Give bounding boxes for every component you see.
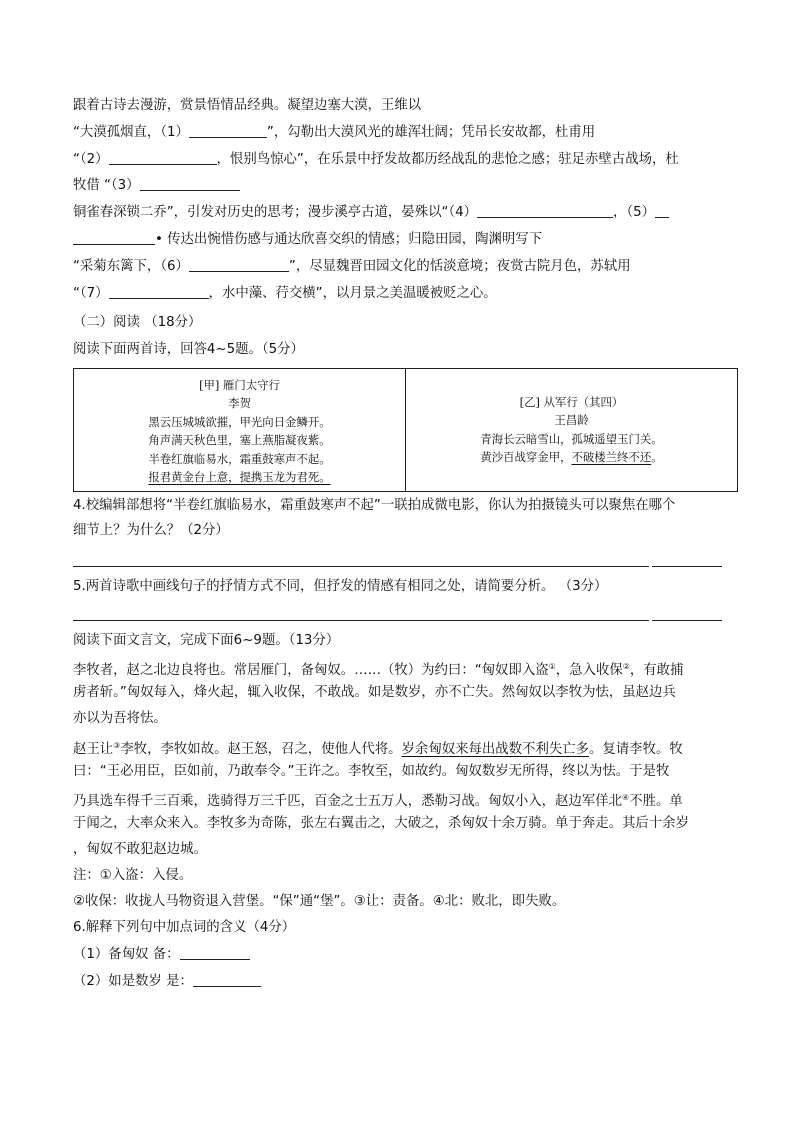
classical-line: 亦以为吾将怯。 bbox=[73, 711, 167, 726]
poem-a-title: [甲] 雁门太守行 bbox=[199, 378, 280, 392]
poem-a-line-underlined: 报君黄金台上意，提携玉龙为君死。 bbox=[148, 470, 331, 485]
poem-a-line: 黑云压城城欲摧，甲光向日金鳞开。 bbox=[148, 414, 331, 429]
blank-2[interactable] bbox=[109, 150, 217, 165]
classical-line: 于闻之，大率众来入。李牧多为奇陈，张左右翼击之，大破之，杀匈奴十余万骑。单于奔走。其后十余岁 bbox=[73, 816, 689, 831]
note-2: ②收保：收拢人马物资退入营堡。“保”通“堡”。③让：责备。④北：败北，即失败。 bbox=[73, 894, 566, 909]
question-6-item-2: （2）如是数岁 是： bbox=[73, 972, 261, 992]
question-6-item-1: （1）备匈奴 备： bbox=[73, 945, 250, 965]
poem-b bbox=[406, 393, 737, 467]
classical-line: 虏者斩。”匈奴每入，烽火起，辄入收保，不敢战。如是数岁，亦不亡失。然匈奴以李牧为怯，虽赵边兵 bbox=[73, 685, 676, 700]
fill-line-5: 铜雀春深锁二乔”，引发对历史的思考；漫步溪亭古道，晏殊以“（4） ，（5） bbox=[73, 203, 669, 223]
blank-1[interactable] bbox=[189, 123, 267, 138]
fill-line-2: “大漠孤烟直，（1） ”，勾勒出大漠风光的雄浑壮阔；凭吊长安故都，杜甫用 bbox=[73, 125, 596, 140]
blank-5-end[interactable] bbox=[73, 230, 155, 245]
note-1: 注：①入盗：入侵。 bbox=[73, 868, 193, 883]
fill-line-3: “（2） ，恨别鸟惊心”，在乐景中抒发故都历经战乱的悲怆之感；驻足赤壁古战场，杜 bbox=[73, 152, 679, 167]
fill-line-1: 跟着古诗去漫游，赏景悟情品经典。凝望边塞大漠，王维以 bbox=[73, 98, 422, 113]
blank-6[interactable] bbox=[189, 257, 289, 272]
question-6-title: 6.解释下列句中加点词的含义（4分） bbox=[73, 920, 296, 935]
poem-a-author: 李贺 bbox=[228, 396, 251, 411]
blank-4[interactable] bbox=[477, 203, 613, 218]
poem-b-title: [乙] 从军行（其四） bbox=[519, 395, 624, 409]
classical-intro: 阅读下面文言文，完成下面6~9题。（13分） bbox=[73, 633, 340, 648]
poem-b-line: 青海长云暗雪山，孤城遥望玉门关。 bbox=[480, 431, 663, 446]
poem-b-author: 王昌龄 bbox=[554, 413, 589, 428]
classical-line: 赵王让③李牧，李牧如故。赵王怒，召之，使他人代将。岁余匈奴来每出战数不利失亡多。复请李牧。牧 bbox=[73, 741, 683, 757]
blank-7[interactable] bbox=[109, 284, 209, 299]
section-heading: （二）阅读 （18分） bbox=[73, 315, 202, 330]
section-intro: 阅读下面两首诗，回答4~5题。（5分） bbox=[73, 342, 304, 357]
poem-a-line: 角声满天秋色里，塞上燕脂凝夜紫。 bbox=[148, 433, 331, 448]
classical-underlined: 岁余匈奴来每出战数不利失亡多 bbox=[401, 742, 590, 757]
poem-table bbox=[73, 368, 738, 492]
answer-blank-6-2[interactable] bbox=[193, 972, 261, 987]
question-4-line-1: 4.校编辑部想将“半卷红旗临易水，霜重鼓寒声不起”一联拍成微电影，你认为拍摄镜头可以聚焦在哪个 bbox=[73, 498, 676, 513]
poem-a-cell bbox=[74, 369, 405, 491]
fill-line-6: • 传达出惋惜伤感与通达欣喜交织的情感；归隐田园，陶渊明写下 bbox=[73, 230, 542, 250]
fill-line-4: 牧借 “（3） bbox=[73, 176, 240, 196]
answer-line-q4[interactable] bbox=[73, 566, 722, 567]
classical-line: 曰：“王必用臣，臣如前，乃敢奉令。”王许之。李牧至，如故约。匈奴数岁无所得，终以为怯。于是牧 bbox=[73, 764, 670, 779]
question-4-line-2: 细节上？为什么？（2分） bbox=[73, 523, 229, 538]
answer-line-q5[interactable] bbox=[73, 620, 722, 621]
fill-line-7: “采菊东篱下，（6） ”，尽显魏晋田园文化的恬淡意境；夜赏古院月色，苏轼用 bbox=[73, 259, 631, 274]
classical-line: 乃具选车得千三百乘，选骑得万三千匹，百金之士五万人，悉勒习战。匈奴小入，赵边军佯北④不胜。单 bbox=[73, 793, 683, 809]
poem-b-underlined: 不破楼兰终不还 bbox=[571, 450, 652, 465]
poem-a-line: 半卷红旗临易水，霜重鼓寒声不起。 bbox=[148, 451, 331, 466]
fill-line-8: “（7） ，水中藻、荇交横”，以月景之美温暖被贬之心。 bbox=[73, 286, 497, 301]
blank-3[interactable] bbox=[140, 176, 240, 191]
question-5: 5.两首诗歌中画线句子的抒情方式不同，但抒发的情感有相同之处，请简要分析。 （3分） bbox=[73, 579, 608, 594]
blank-5-start[interactable] bbox=[655, 203, 669, 218]
poem-b-cell bbox=[405, 369, 737, 491]
classical-line: ，匈奴不敢犯赵边城。 bbox=[73, 842, 207, 857]
poem-b-line: 黄沙百战穿金甲，不破楼兰终不还。 bbox=[480, 450, 663, 465]
classical-line: 李牧者，赵之北边良将也。常居雁门，备匈奴。……（牧）为约曰：“匈奴即入盗①，急入收保②，有敢捕 bbox=[73, 662, 684, 678]
answer-blank-6-1[interactable] bbox=[180, 945, 250, 960]
poem-a bbox=[74, 376, 405, 486]
